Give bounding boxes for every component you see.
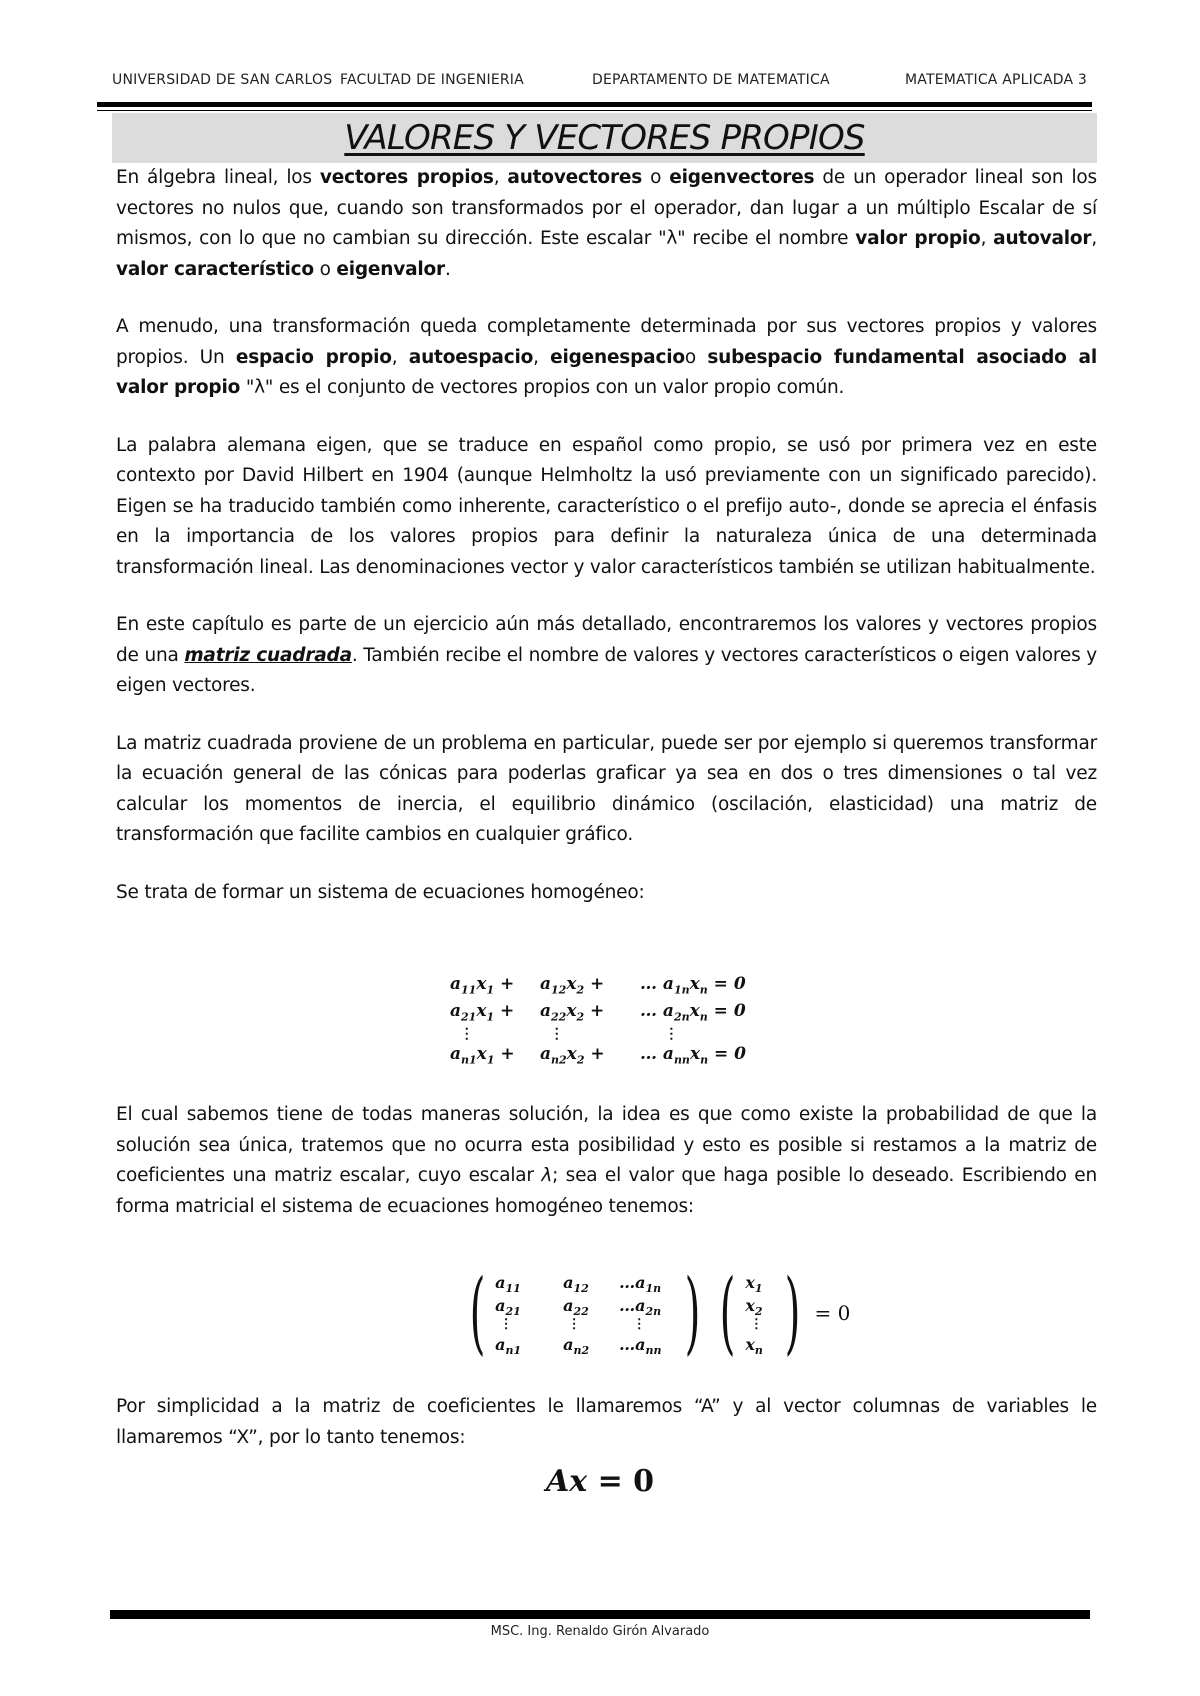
header-department: DEPARTAMENTO DE MATEMATICA <box>592 72 830 88</box>
term-subespacio-fundamental: subespacio fundamental asociado al valor propio <box>116 346 1097 398</box>
text-run: En álgebra lineal, los <box>116 167 320 188</box>
text-run: ; sea el valor que haga posible lo deseado. Escribiendo en forma matricial el sistema de ecuaciones homogéneo tenemos: <box>116 1165 1098 1217</box>
text-run: . <box>444 258 451 280</box>
term-eigenespacio: eigenespacio <box>550 346 685 368</box>
left-paren: ( <box>719 1260 736 1365</box>
body-text-lower <box>116 1392 1097 1453</box>
text-run: o <box>684 346 708 368</box>
term-eigenvalor: eigenvalor <box>336 258 445 280</box>
right-paren: ) <box>684 1260 701 1365</box>
text-run: El cual sabemos tiene de todas maneras solución, la idea es que como existe la probabilidad de que la solución sea única, tratemos que no ocurra esta posibilidad y esto es posible si restamos a la matriz de coeficientes una matriz escalar, cuyo escalar <box>116 1104 1097 1186</box>
text-run: , <box>1091 228 1097 249</box>
left-paren: ( <box>469 1260 486 1365</box>
body-text-upper <box>116 163 1097 935</box>
paragraph-sistema: Se trata de formar un sistema de ecuaciones homogéneo: <box>116 881 645 903</box>
page-footer: MSC. Ing. Renaldo Girón Alvarado <box>490 1624 710 1639</box>
title-band <box>112 113 1097 163</box>
text-run: , <box>533 346 551 368</box>
header-rule-thin <box>97 110 1092 111</box>
term-autovalor: autovalor <box>993 228 1092 249</box>
header-course: MATEMATICA APLICADA 3 <box>905 72 1087 88</box>
term-valor-caracteristico: valor característico <box>116 258 314 280</box>
equation-row: $a_{n1}x_1$ + $a_{n2}x_2$ + … $a_{nn}x_n = 0$ <box>450 1044 746 1067</box>
paragraph-chapter <box>116 610 1097 702</box>
equation-row: $a_{21}x_1$ + $a_{22}x_2$ + … $a_{2n}x_n = 0$ <box>450 1001 746 1024</box>
link-matriz-cuadrada[interactable]: matriz cuadrada <box>184 644 352 666</box>
text-run: o <box>642 167 670 188</box>
text-run: , <box>391 346 409 368</box>
page-header <box>112 72 1087 94</box>
equation-row: $a_{11}x_1$ + $a_{12}x_2$ + … $a_{1n}x_n = 0$ <box>450 974 746 997</box>
text-run: de un operador lineal son los vectores no nulos que, cuando son transformados por el operador, dan lugar a un múltiplo Escalar de sí mismos, con lo que no cambian su dirección. Este escalar "λ" recibe el nombre <box>116 167 1097 249</box>
text-run: , <box>493 167 508 188</box>
equation-row-ellipsis: ⋮ ⋮ ⋮ <box>450 1026 679 1042</box>
equation-system <box>450 972 780 1069</box>
header-university: UNIVERSIDAD DE SAN CARLOS <box>112 72 333 88</box>
term-autoespacio: autoespacio <box>408 346 534 368</box>
term-vectores-propios: vectores propios <box>319 167 494 188</box>
paragraph-simplicidad: Por simplicidad a la matriz de coeficientes le llamaremos “A” y al vector columnas de variables le llamaremos “X”, por lo tanto tenemos: <box>116 1396 1097 1448</box>
equation-rhs: = 0 <box>597 1464 655 1499</box>
header-faculty: FACULTAD DE INGENIERIA <box>340 72 524 88</box>
equation-lhs: Ax <box>545 1464 588 1499</box>
page-title: VALORES Y VECTORES PROPIOS <box>344 118 865 158</box>
footer-rule <box>110 1610 1090 1619</box>
term-espacio-propio: espacio propio <box>235 346 392 368</box>
paragraph-solucion <box>116 1100 1097 1222</box>
matrix-equation <box>460 1260 851 1365</box>
paragraph-matriz-cuadrada: La matriz cuadrada proviene de un problema en particular, puede ser por ejemplo si queremos transformar la ecuación general de las cónicas para poderlas graficar ya sea en dos o tres dimensiones o tal vez calcular los momentos de inercia, el equilibrio dinámico (oscilación, elasticidad) una matriz de transformación que facilite cambios en cualquier gráfico. <box>116 732 1097 845</box>
term-valor-propio: valor propio <box>855 228 981 249</box>
paragraph-espacio-propio <box>116 312 1097 404</box>
text-run: A menudo, una transformación queda completamente determinada por sus vectores propios y valores propios. Un <box>116 316 1097 368</box>
text-run: "λ" es el conjunto de vectores propios con un valor propio común. <box>240 377 845 398</box>
lambda-symbol: λ <box>541 1165 553 1186</box>
right-paren: ) <box>785 1260 801 1365</box>
term-autovectores: autovectores <box>507 167 643 188</box>
text-run: . También recibe el nombre de valores y vectores característicos o eigen valores y eigen vectores. <box>116 644 1097 696</box>
variable-vector: $x_1$ $x_2$ ⋮ $x_n$ <box>745 1272 763 1357</box>
paragraph-eigen-origin: La palabra alemana eigen, que se traduce en español como propio, se usó por primera vez en este contexto por David Hilbert en 1904 (aunque Helmholtz la usó previamente con un significado parecido). Eigen se ha traducido también como inherente, característico o el prefijo auto-, donde se aprecia el énfasis en la importancia de los valores propios para definir la naturaleza única de una determinada transformación lineal. Las denominaciones vector y valor característicos también se utilizan habitualmente. <box>116 434 1097 578</box>
header-rule-thick <box>97 102 1092 107</box>
text-run: o <box>313 258 337 280</box>
term-eigenvectores: eigenvectores <box>669 167 815 188</box>
equals-zero: = 0 <box>814 1301 851 1325</box>
coefficient-matrix: $a_{11}$ $a_{12}$ $\dots a_{1n}$ $a_{21}$ $a_{22}$ $\dots a_{2n}$ ⋮ ⋮ ⋮ $a_{n1}$ $a_{n2}$ $\dots a_{nn}$ <box>495 1272 662 1357</box>
text-run: En este capítulo es parte de un ejercicio aún más detallado, encontraremos los valores y vectores propios de una <box>116 614 1097 666</box>
text-run: , <box>980 228 994 249</box>
equation-ax-zero <box>0 1464 1200 1499</box>
body-text-middle <box>116 1100 1097 1222</box>
paragraph-definition <box>116 163 1097 285</box>
